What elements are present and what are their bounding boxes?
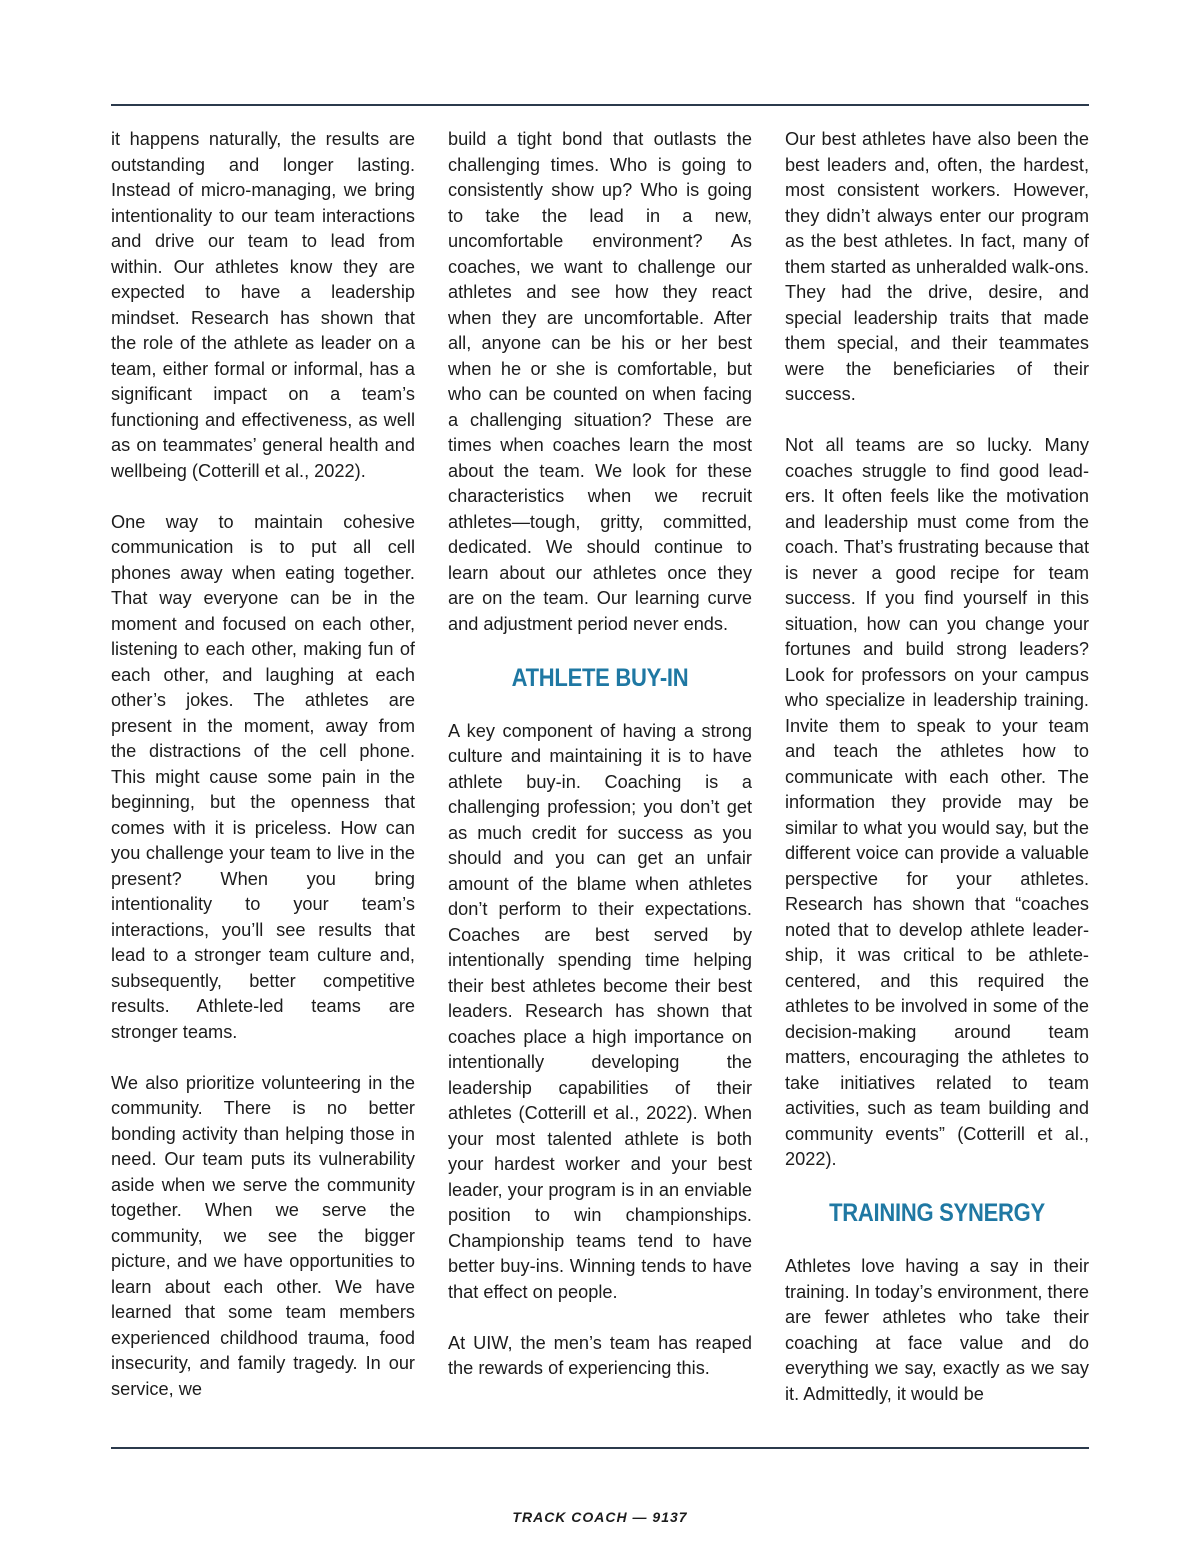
page-footer: TRACK COACH — 9137 — [512, 1509, 688, 1525]
column-1 — [111, 127, 415, 1428]
paragraph: build a tight bond that outlasts the challenging times. Who is going to consistently show up? Who is going to take the lead in a new, uncomfortable environment? As coaches, we want to challenge our athletes and see how they react when they are uncomfortable. After all, anyone can be his or her best when he or she is comfortable, but who can be counted on when facing a challenging situation? These are times when coaches learn the most about the team. We look for these characteristics when we recruit athletes—tough, gritty, committed, dedicated. We should continue to learn about our athletes once they are on the team. Our learning curve and adjustment period never ends. — [448, 129, 752, 634]
paragraph: Not all teams are so lucky. Many coaches struggle to find good leaders. It often feels like the motivation and leadership must come from the coach. That’s frustrating because that is never a good recipe for team success. If you find yourself in this situation, how can you change your fortunes and build strong leaders? Look for professors on your campus who specialize in leadership training. Invite them to speak to your team and teach the athletes how to communicate with each other. The information they provide may be similar to what you would say, but the different voice can provide a valuable perspective for your athletes. Research has shown that “coaches noted that to develop athlete leadership, it was critical to be athlete-centered, and this required the athletes to be involved in some of the decision-making around team matters, encouraging the athletes to take initiatives related to team activities, such as team building and community events” (Cotterill et al., 2022). — [785, 435, 1089, 1169]
column-3 — [785, 127, 1089, 1433]
paragraph: Our best athletes have also been the best leaders and, often, the hardest, most consistent workers. However, they didn’t always enter our program as the best athletes. In fact, many of them started as unheralded walk-ons. They had the drive, desire, and special leadership traits that made them special, and their teammates were the beneficiaries of their success. — [785, 129, 1089, 404]
section-heading-training-synergy: TRAINING SYNERGY — [829, 1199, 1045, 1227]
paragraph: A key component of having a strong culture and maintaining it is to have athlete buy-in. Coaching is a challenging profession; you don’t get as much credit for success as you should and you can get an unfair amount of the blame when athletes don’t perform to their expectations. Coaches are best served by intentionally spending time helping their best athletes become their best leaders. Research has shown that coaches place a high importance on intentionally developing the leadership capabilities of their athletes (Cotterill et al., 2022). When your most talented athlete is both your hardest worker and your best leader, your program is in an enviable position to win championships. Championship teams tend to have better buy-ins. Winning tends to have that effect on people. — [448, 720, 752, 1302]
paragraph: We also prioritize volunteering in the community. There is no better bonding activity than helping those in need. Our team puts its vulnerability aside when we serve the community together. When we serve the community, we see the bigger picture, and we have opportunities to learn about each other. We have learned that some team members experienced childhood trauma, food insecurity, and family tragedy. In our service, we — [111, 1072, 415, 1399]
paragraph: One way to maintain cohesive communication is to put all cell phones away when eating together. That way everyone can be in the moment and focused on each other, listening to each other, making fun of each other, and laughing at each other’s jokes. The athletes are present in the moment, away from the distractions of the cell phone. This might cause some pain in the beginning, but the openness that comes with it is priceless. How can you challenge your team to live in the present? When you bring intentionality to your team’s interactions, you’ll see results that lead to a stronger team culture and, subsequently, better competitive results. Athlete-led teams are stronger teams. — [111, 511, 415, 1042]
top-rule — [111, 104, 1089, 106]
section-heading-athlete-buy-in: ATHLETE BUY-IN — [511, 663, 689, 692]
paragraph: Athletes love having a say in their training. In today’s environment, there are fewer athletes who take their coaching at face value and do everything we say, exactly as we say it. Admittedly, it would be — [785, 1256, 1089, 1404]
column-2 — [448, 127, 752, 1407]
paragraph: At UIW, the men’s team has reaped the rewards of experiencing this. — [448, 1332, 752, 1378]
paragraph: it happens naturally, the results are outstanding and longer lasting. Instead of micro-managing, we bring intentionality to our team interactions and drive our team to lead from within. Our athletes know they are expected to have a leadership mindset. Research has shown that the role of the athlete as leader on a team, either formal or informal, has a significant impact on a team’s functioning and effectiveness, as well as on teammates’ general health and wellbeing (Cotterill et al., 2022). — [111, 129, 415, 481]
bottom-rule — [111, 1447, 1089, 1449]
